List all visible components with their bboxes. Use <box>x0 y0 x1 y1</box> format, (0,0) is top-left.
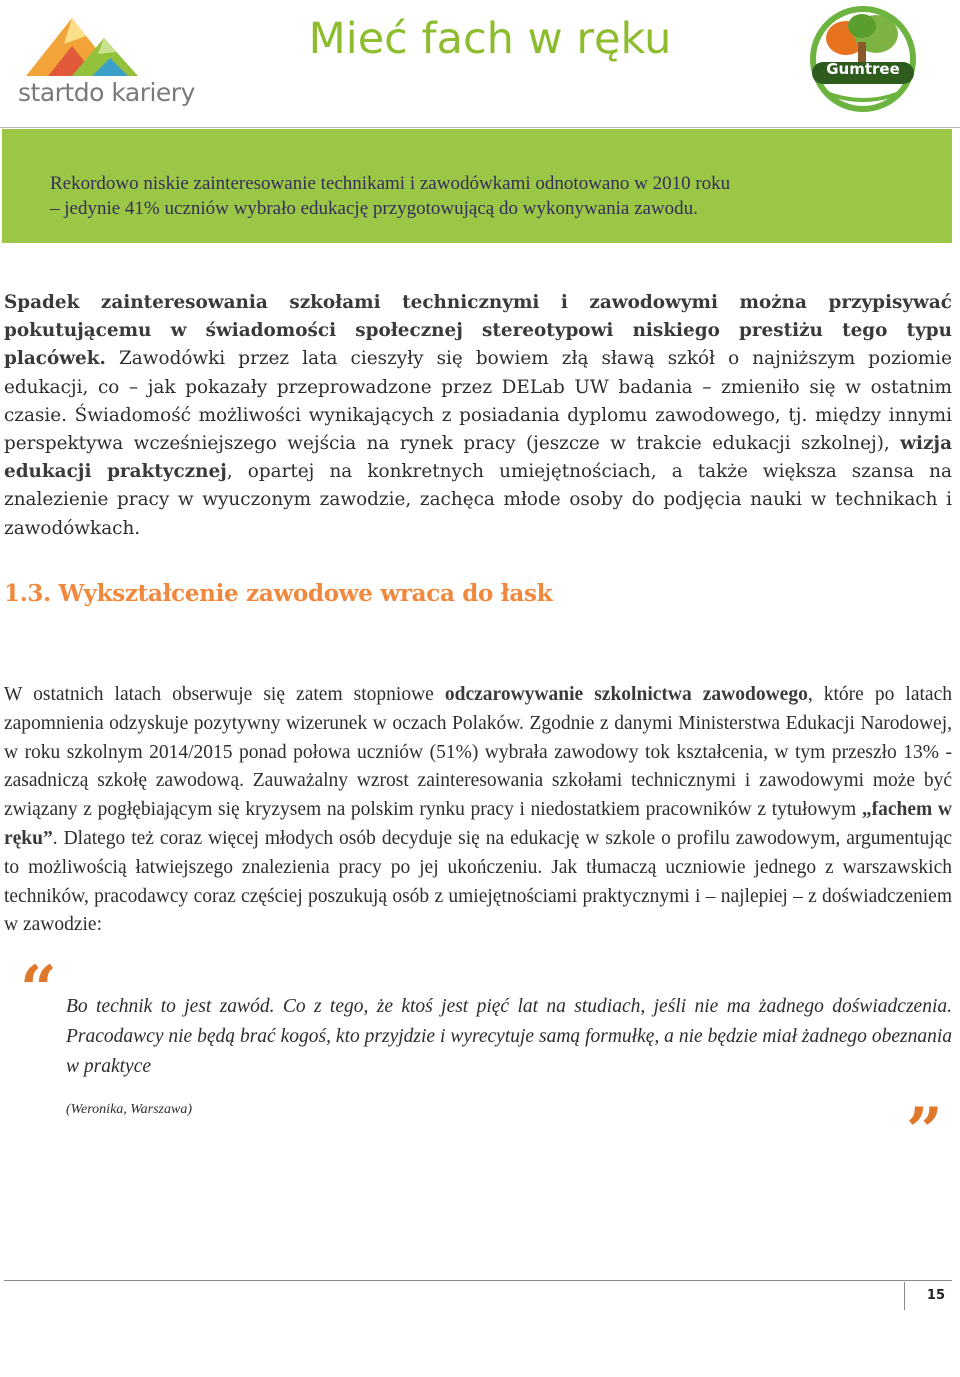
paragraph-1-text: Zawodówki przez lata cieszyły się bowiem złą sławą szkół o najniższym poziomie edukacji, co – jak pokazały przeprowadzone przez DELab UW badania – zmieniło się w ostatnim czasie. Świadomość możliwości wynikających z posiadania dyplomu zawodowego, tj. między innymi perspektywa wcześniejszego wejścia na rynek pracy (jeszcze w trakcie edukacji szkolnej), <box>4 348 952 455</box>
paragraph-2-text-end: . Dlatego też coraz więcej młodych osób decyduje się na edukację w szkole o profilu zawodowym, argumentując to możliwością łatwiejszego znalezienia pracy po jej ukończeniu. Jak tłumaczą uczniowie jednego z warszawskich techników, pracodawcy coraz częściej poszukują osób z umiejętnościami praktycznymi i – najlepiej – z doświadczeniem w zawodzie: <box>4 827 952 936</box>
quote-author: (Weronika, Warszawa) <box>66 1102 193 1117</box>
banner-line-1: Rekordowo niskie zainteresowanie technikami i zawodówkami odnotowano w 2010 roku <box>50 173 731 194</box>
mountains-logo-icon <box>14 14 184 84</box>
quote-text: Bo technik to jest zawód. Co z tego, że ktoś jest pięć lat na studiach, jeśli nie ma żadnego doświadczenia. Pracodawcy nie będą brać kogoś, kto przyjdzie i wyrecytuje samą formułkę, a nie będzie miał żadnego obeznania w praktyce <box>66 996 952 1077</box>
paragraph-1-lead: Spadek zainteresowania szkołami technicznymi i zawodowymi można przypisywać pokutującemu w świadomości społecznej stereotypowi niskiego prestiżu tego typu placówek. <box>4 292 952 370</box>
page-number-box <box>904 1282 953 1310</box>
tree-logo-icon <box>806 4 920 114</box>
paragraph-1-text-end: , opartej na konkretnych umiejętnościach, a także większa szansa na znalezienie pracy w wyuczonym zawodzie, zachęca młode osoby do podjęcia nauki w technikach i zawodówkach. <box>4 461 952 539</box>
section-heading: 1.3. Wykształcenie zawodowe wraca do łask <box>4 580 553 607</box>
close-quote-icon: ” <box>906 1094 943 1169</box>
start-do-kariery-logo <box>14 14 195 114</box>
paragraph-2-text-mid: , które po latach zapomnienia odzyskuje pozytywny wizerunek w oczach Polaków. Zgodnie z danymi Ministerstwa Edukacji Narodowej, w roku szkolnym 2014/2015 ponad połowa uczniów (51%) wybrała zawodowy tok kształcenia, w tym przeszło 13% - zasadniczą szkołę zawodową. Zauważalny wzrost zainteresowania szkołami technicznymi i zawodowymi może być związany z pogłębiającym się kryzysem na polskim rynku pracy i niedostatkiem pracowników z tytułowym <box>4 684 952 821</box>
banner-text <box>50 171 930 221</box>
open-quote-icon: “ <box>20 952 57 1027</box>
logo-right-text: Gumtree <box>826 60 900 78</box>
header-divider <box>0 127 960 128</box>
gumtree-logo <box>806 4 920 114</box>
logo-left-text: startdo kariery <box>18 78 195 107</box>
paragraph-1-emphasis: wizja edukacji praktycznej <box>4 433 952 483</box>
paragraph-2-emphasis-2: „fachem w ręku” <box>4 799 952 849</box>
paragraph-2-emphasis-1: odczarowywanie szkolnictwa zawodowego <box>444 684 808 705</box>
body-paragraph-2 <box>4 681 952 940</box>
banner-line-2: – jedynie 41% uczniów wybrało edukację przygotowującą do wykonywania zawodu. <box>50 198 698 219</box>
paragraph-2-text: W ostatnich latach obserwuje się zatem stopniowe <box>4 684 445 705</box>
page-number: 15 <box>926 1288 945 1303</box>
footer-divider <box>4 1280 952 1281</box>
page-title: Mieć fach w ręku <box>308 14 672 64</box>
highlight-banner <box>2 129 952 243</box>
body-paragraph-1 <box>4 289 952 543</box>
